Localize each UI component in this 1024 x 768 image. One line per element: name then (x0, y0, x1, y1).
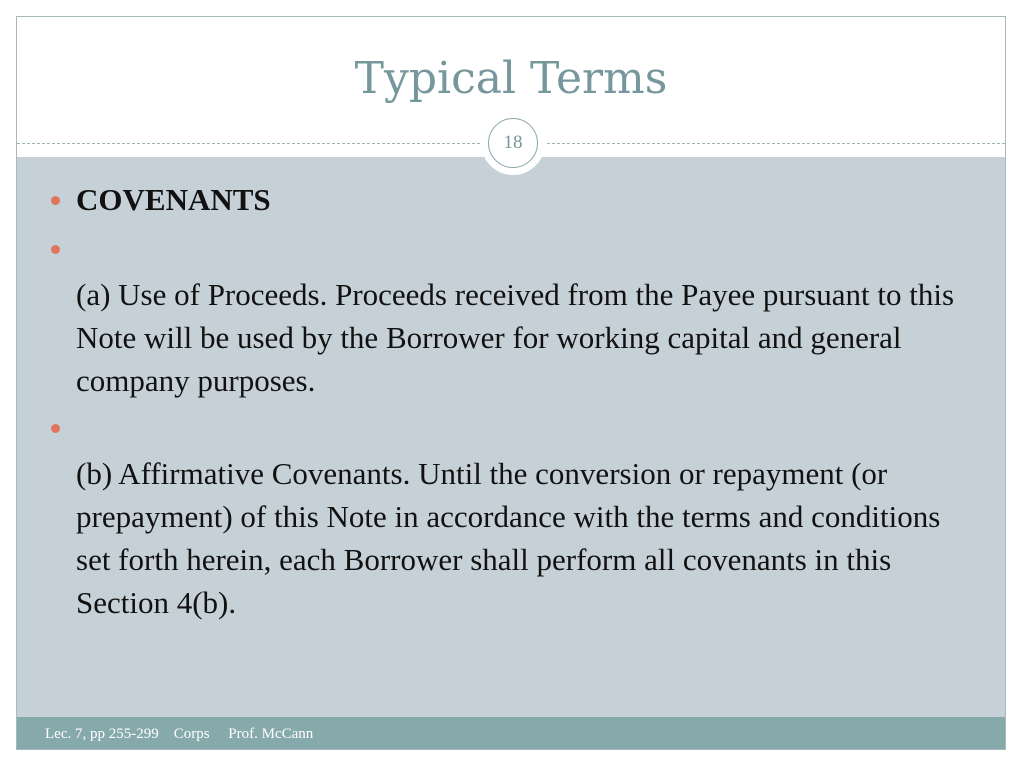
footer-bar (17, 717, 1005, 750)
bullet-icon (51, 245, 60, 254)
footer-text: Lec. 7, pp 255-299 Corps Prof. McCann (45, 726, 314, 742)
slide-title: Typical Terms (354, 53, 668, 104)
bullet-icon (51, 424, 60, 433)
slide (16, 16, 1006, 750)
bullet-affirmative-covenants: (b) Affirmative Covenants. Until the conversion or repayment (or prepayment) of this Note in accordance with the terms and conditions set forth herein, each Borrower shall perform all covenants in this Section 4(b). (76, 456, 941, 620)
bullet-covenants: COVENANTS (76, 182, 271, 217)
bullet-icon (51, 196, 60, 205)
content-area (17, 157, 1005, 717)
slide-number-badge: 18 (488, 118, 538, 168)
bullet-use-of-proceeds: (a) Use of Proceeds. Proceeds received from the Payee pursuant to this Note will be used by the Borrower for working capital and general company purposes. (76, 277, 955, 398)
